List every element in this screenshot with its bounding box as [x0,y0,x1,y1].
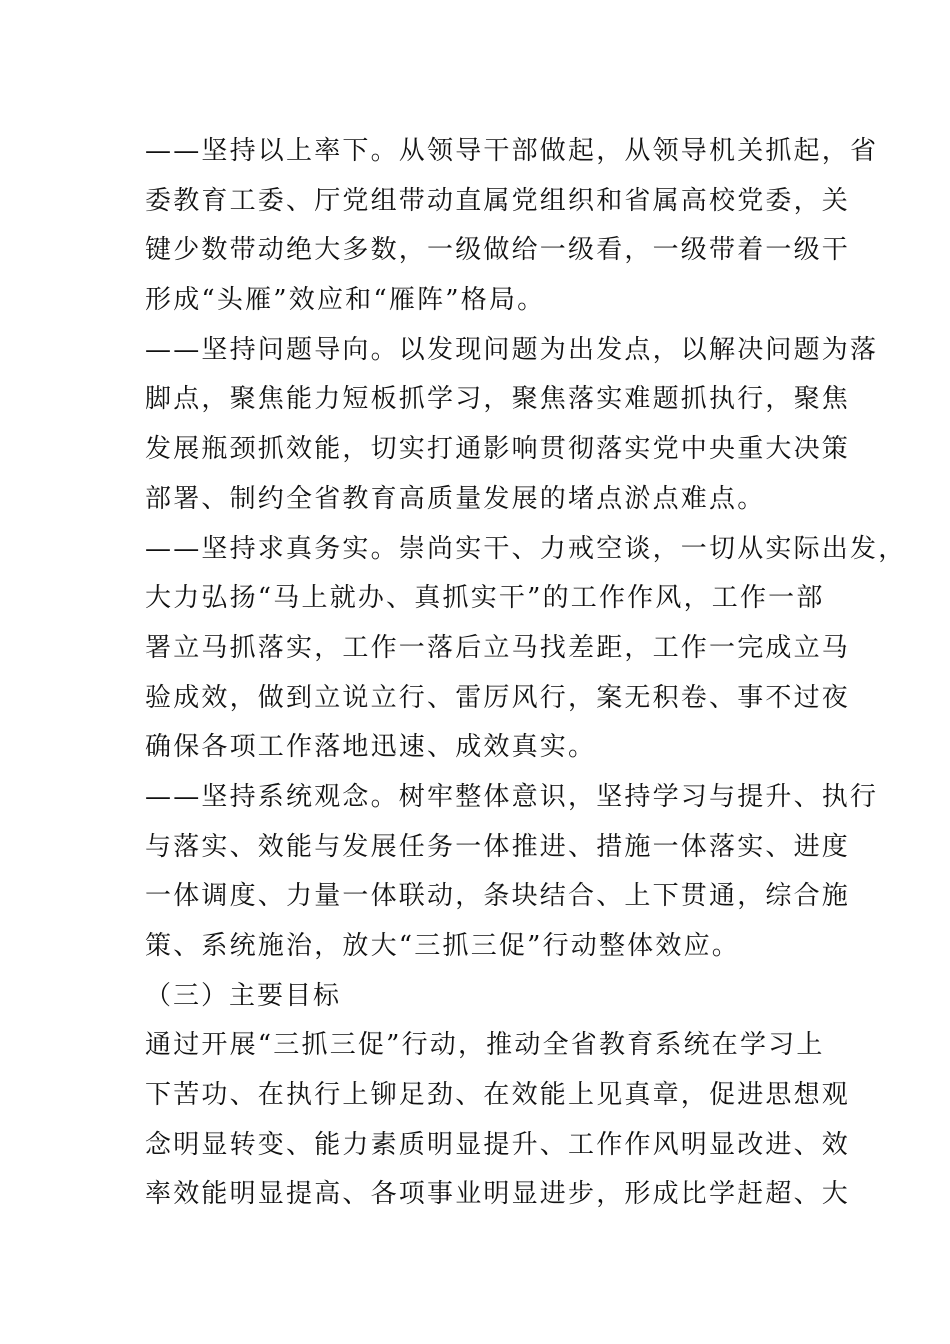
text-line: 策、系统施治，放大“三抓三促”行动整体效应。 [145,931,740,961]
text-line: 通过开展“三抓三促”行动，推动全省教育系统在学习上 [145,1030,825,1061]
text-line: ——坚持系统观念。树牢整体意识，坚持学习与提升、执行 [145,781,879,812]
text-line: 脚点，聚焦能力短板抓学习，聚焦落实难题抓执行，聚焦 [145,384,851,415]
text-line: 念明显转变、能力素质明显提升、工作作风明显改进、效 [145,1129,851,1160]
text-line: 下苦功、在执行上铆足劲、在效能上见真章，促进思想观 [145,1080,851,1111]
body-text [145,127,907,1220]
text-line: 键少数带动绝大多数，一级做给一级看，一级带着一级干 [145,235,851,266]
text-line: 形成“头雁”效应和“雁阵”格局。 [145,285,546,316]
text-line: ——坚持问题导向。以发现问题为出发点，以解决问题为落 [145,334,879,365]
text-line: 委教育工委、厅党组带动直属党组织和省属高校党委，关 [145,185,851,216]
text-line: 一体调度、力量一体联动，条块结合、上下贯通，综合施 [145,881,851,912]
text-line: ——坚持以上率下。从领导干部做起，从领导机关抓起，省 [145,136,879,166]
text-line: 署立马抓落实，工作一落后立马找差距，工作一完成立马 [145,632,851,663]
text-line: 确保各项工作落地迅速、成效真实。 [145,732,597,763]
section-heading: （三）主要目标 [145,980,342,1011]
text-line: 率效能明显提高、各项事业明显进步，形成比学赶超、大 [145,1179,851,1210]
text-line: 发展瓶颈抓效能，切实打通影响贯彻落实党中央重大决策 [145,434,851,465]
text-line: 与落实、效能与发展任务一体推进、措施一体落实、进度 [145,831,851,862]
text-line: ——坚持求真务实。崇尚实干、力戒空谈，一切从实际出发， [145,533,907,564]
text-line: 大力弘扬“马上就办、真抓实干”的工作作风，工作一部 [145,583,825,614]
text-line: 验成效，做到立说立行、雷厉风行，案无积卷、事不过夜 [145,682,851,713]
text-line: 部署、制约全省教育高质量发展的堵点淤点难点。 [145,483,766,514]
